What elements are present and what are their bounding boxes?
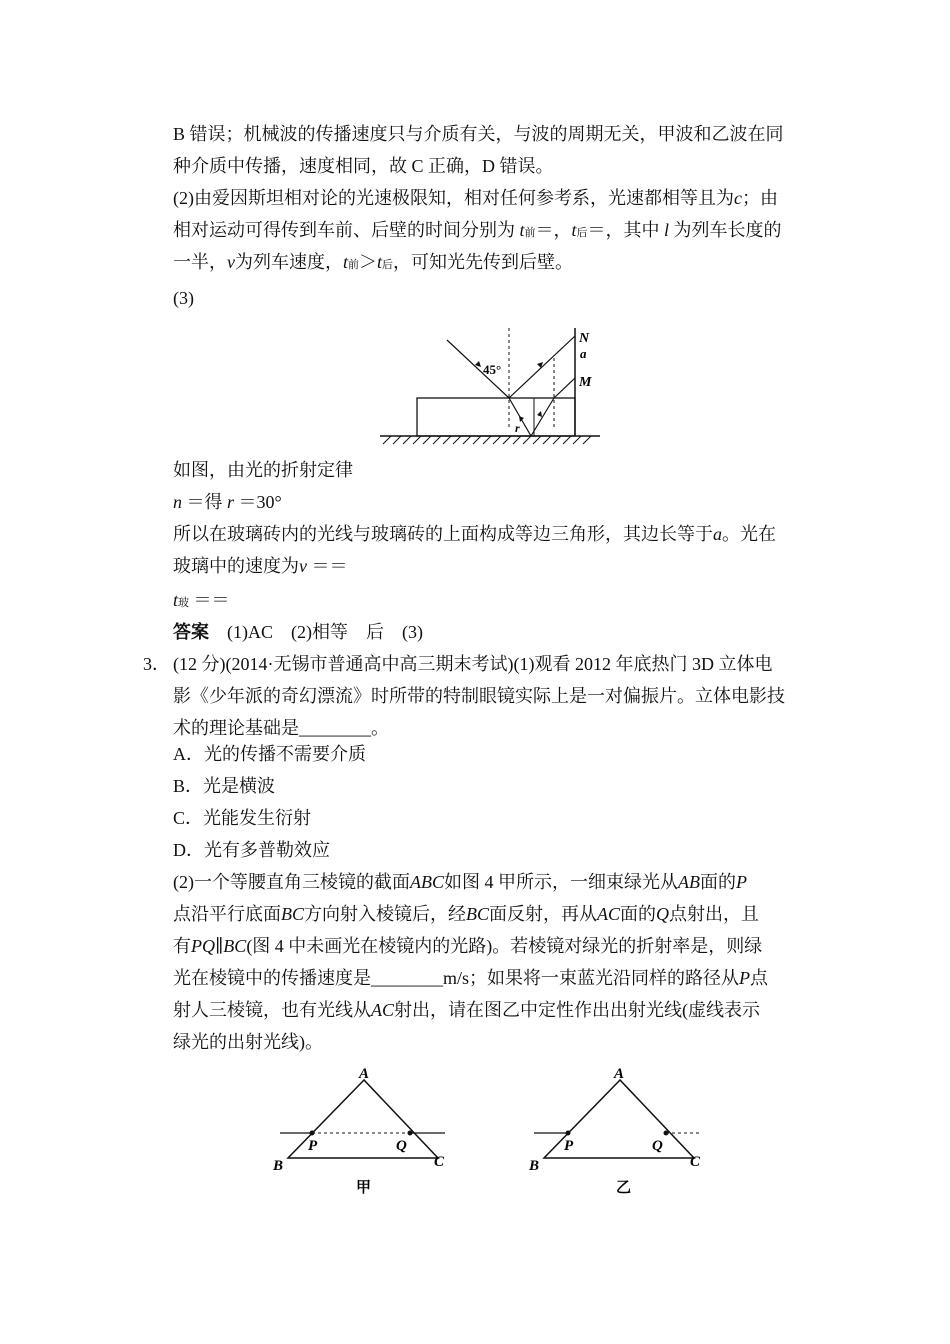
var-c: c: [734, 188, 742, 208]
text-line: [173, 522, 776, 546]
var-v: v: [227, 252, 235, 272]
label-N: N: [579, 331, 590, 346]
glass-brick: [417, 398, 575, 436]
text-run: 点沿平行底面: [173, 904, 281, 924]
text-run: 光在棱镜中的传播速度是________m/s；如果将一束蓝光沿同样的路径从: [173, 968, 740, 988]
text-run: ＝得: [186, 492, 223, 512]
answer-label: 答案: [173, 622, 209, 642]
var-t: t: [173, 590, 179, 610]
var-t: t: [571, 220, 577, 240]
text-line: (12 分)(2014·无锡市普通高中高三期末考试)(1)观看 2012 年底热门 3D 立体电: [173, 654, 773, 674]
text-run: 点射出，且: [669, 904, 760, 924]
text-line: [173, 902, 759, 926]
var-t: t: [343, 252, 349, 272]
var: Q: [656, 904, 670, 924]
emergent-ray: [554, 378, 575, 398]
text-line: [173, 490, 282, 514]
text-run: 面反射，再从: [489, 904, 598, 924]
var-t: t: [377, 252, 383, 272]
text-run: 方向射入棱镜后，经: [304, 904, 467, 924]
text-run: 射出，请在图乙中定性作出出射光线(虚线表示: [394, 1000, 761, 1020]
var: AC: [371, 1000, 395, 1020]
text-run: ＝，: [535, 220, 572, 240]
text-run: ＝，其中: [587, 220, 660, 240]
var: ABC: [410, 872, 444, 892]
text-line: B 错误；机械波的传播速度只与介质有关，与波的周期无关，甲波和乙波在同: [173, 124, 784, 144]
text-run: 所以在玻璃砖内的光线与玻璃砖的上面构成等边三角形，其边长等于: [173, 524, 713, 544]
refraction-diagram: [375, 320, 605, 450]
text-line: [173, 870, 747, 894]
text-run: (2)由爱因斯坦相对论的光速极限知，相对任何参考系，光速都相等且为: [173, 188, 734, 208]
var: P: [739, 968, 751, 988]
text-run: (2)一个等腰直角三棱镜的截面: [173, 872, 410, 892]
label-Q: Q: [396, 1138, 407, 1154]
text-line: [173, 554, 348, 578]
label-Q: Q: [652, 1138, 663, 1154]
question-number: 3．: [143, 654, 170, 674]
text-line: [173, 998, 760, 1022]
reflected-ray: [509, 336, 575, 398]
var: AC: [597, 904, 621, 924]
angle-label: 45°: [483, 362, 502, 377]
text-run: 为列车长度的: [673, 220, 782, 240]
text-run: ＞: [359, 252, 378, 272]
label-C: C: [690, 1154, 701, 1170]
text-run: ；由: [742, 188, 778, 208]
prism-diagram-yi: [528, 1060, 718, 1200]
prism-diagram-jia: [270, 1060, 460, 1200]
text-run: 玻璃中的速度为: [173, 556, 299, 576]
subscript: 前: [524, 227, 536, 239]
text-run: 面的: [700, 872, 736, 892]
var: BC: [466, 904, 490, 924]
label-P: P: [308, 1138, 318, 1154]
var: BC: [281, 904, 305, 924]
text-line: [173, 934, 762, 958]
text-run: 有: [173, 936, 191, 956]
label-B: B: [273, 1158, 284, 1174]
text-line: 术的理论基础是________。: [173, 718, 389, 738]
caption-yi: 乙: [616, 1180, 632, 1196]
var-t: t: [519, 220, 525, 240]
text-line: [173, 588, 230, 615]
text-run: 一半，: [173, 252, 227, 272]
text-line: [173, 186, 778, 210]
label-a: a: [580, 346, 587, 361]
option-b: B．光是横波: [173, 776, 276, 796]
subscript: 玻: [178, 597, 190, 609]
label-A: A: [359, 1066, 370, 1082]
text-run: 为列车速度，: [235, 252, 343, 272]
answer-text: (1)AC (2)相等 后 (3): [227, 622, 423, 642]
var: P: [736, 872, 747, 892]
text-line: [173, 966, 768, 990]
var-r: r: [227, 492, 235, 512]
option-d: D．光有多普勒效应: [173, 840, 330, 860]
answer-line: [173, 620, 423, 644]
text-run: 面的: [620, 904, 657, 924]
var: AB: [678, 872, 700, 892]
var-v: v: [299, 556, 307, 576]
option-c: C．光能发生衍射: [173, 808, 312, 828]
text-run: 如图 4 甲所示，一细束绿光从: [444, 872, 678, 892]
text-run: ＝＝: [311, 556, 348, 576]
subscript: 前: [348, 259, 360, 271]
text-line: (3): [173, 288, 194, 308]
text-run: ＝30°: [238, 492, 282, 512]
label-B: B: [529, 1158, 540, 1174]
text-run: 射人三棱镜，也有光线从: [173, 1000, 371, 1020]
subscript: 后: [576, 227, 588, 239]
var-n: n: [173, 492, 182, 512]
text-run: (图 4 中未画光在棱镜内的光路)。若棱镜对绿光的折射率是，则绿: [246, 936, 763, 956]
text-line: [173, 218, 782, 245]
label-r: r: [515, 421, 520, 435]
label-A: A: [614, 1066, 625, 1082]
text-run: 点: [750, 968, 769, 988]
text-line: 绿光的出射光线)。: [173, 1032, 323, 1052]
var-l: l: [664, 220, 670, 240]
text-line: 如图，由光的折射定律: [173, 460, 353, 480]
caption-jia: 甲: [356, 1180, 372, 1196]
label-C: C: [434, 1154, 445, 1170]
label-M: M: [579, 375, 592, 390]
option-a: A．光的传播不需要介质: [173, 744, 366, 764]
text-run: 。光在: [722, 524, 776, 544]
subscript: 后: [382, 259, 394, 271]
text-run: 相对运动可得传到车前、后壁的时间分别为: [173, 220, 515, 240]
label-P: P: [564, 1138, 574, 1154]
var: PQ∥BC: [191, 936, 247, 956]
text-line: 影《少年派的奇幻漂流》时所带的特制眼镜实际上是一对偏振片。立体电影技: [173, 686, 785, 706]
var-a: a: [713, 524, 722, 544]
text-line: 种介质中传播，速度相同，故 C 正确，D 错误。: [173, 156, 554, 176]
text-line: [173, 250, 573, 277]
text-run: ，可知光先传到后壁。: [393, 252, 574, 272]
text-run: ＝＝: [193, 590, 230, 610]
